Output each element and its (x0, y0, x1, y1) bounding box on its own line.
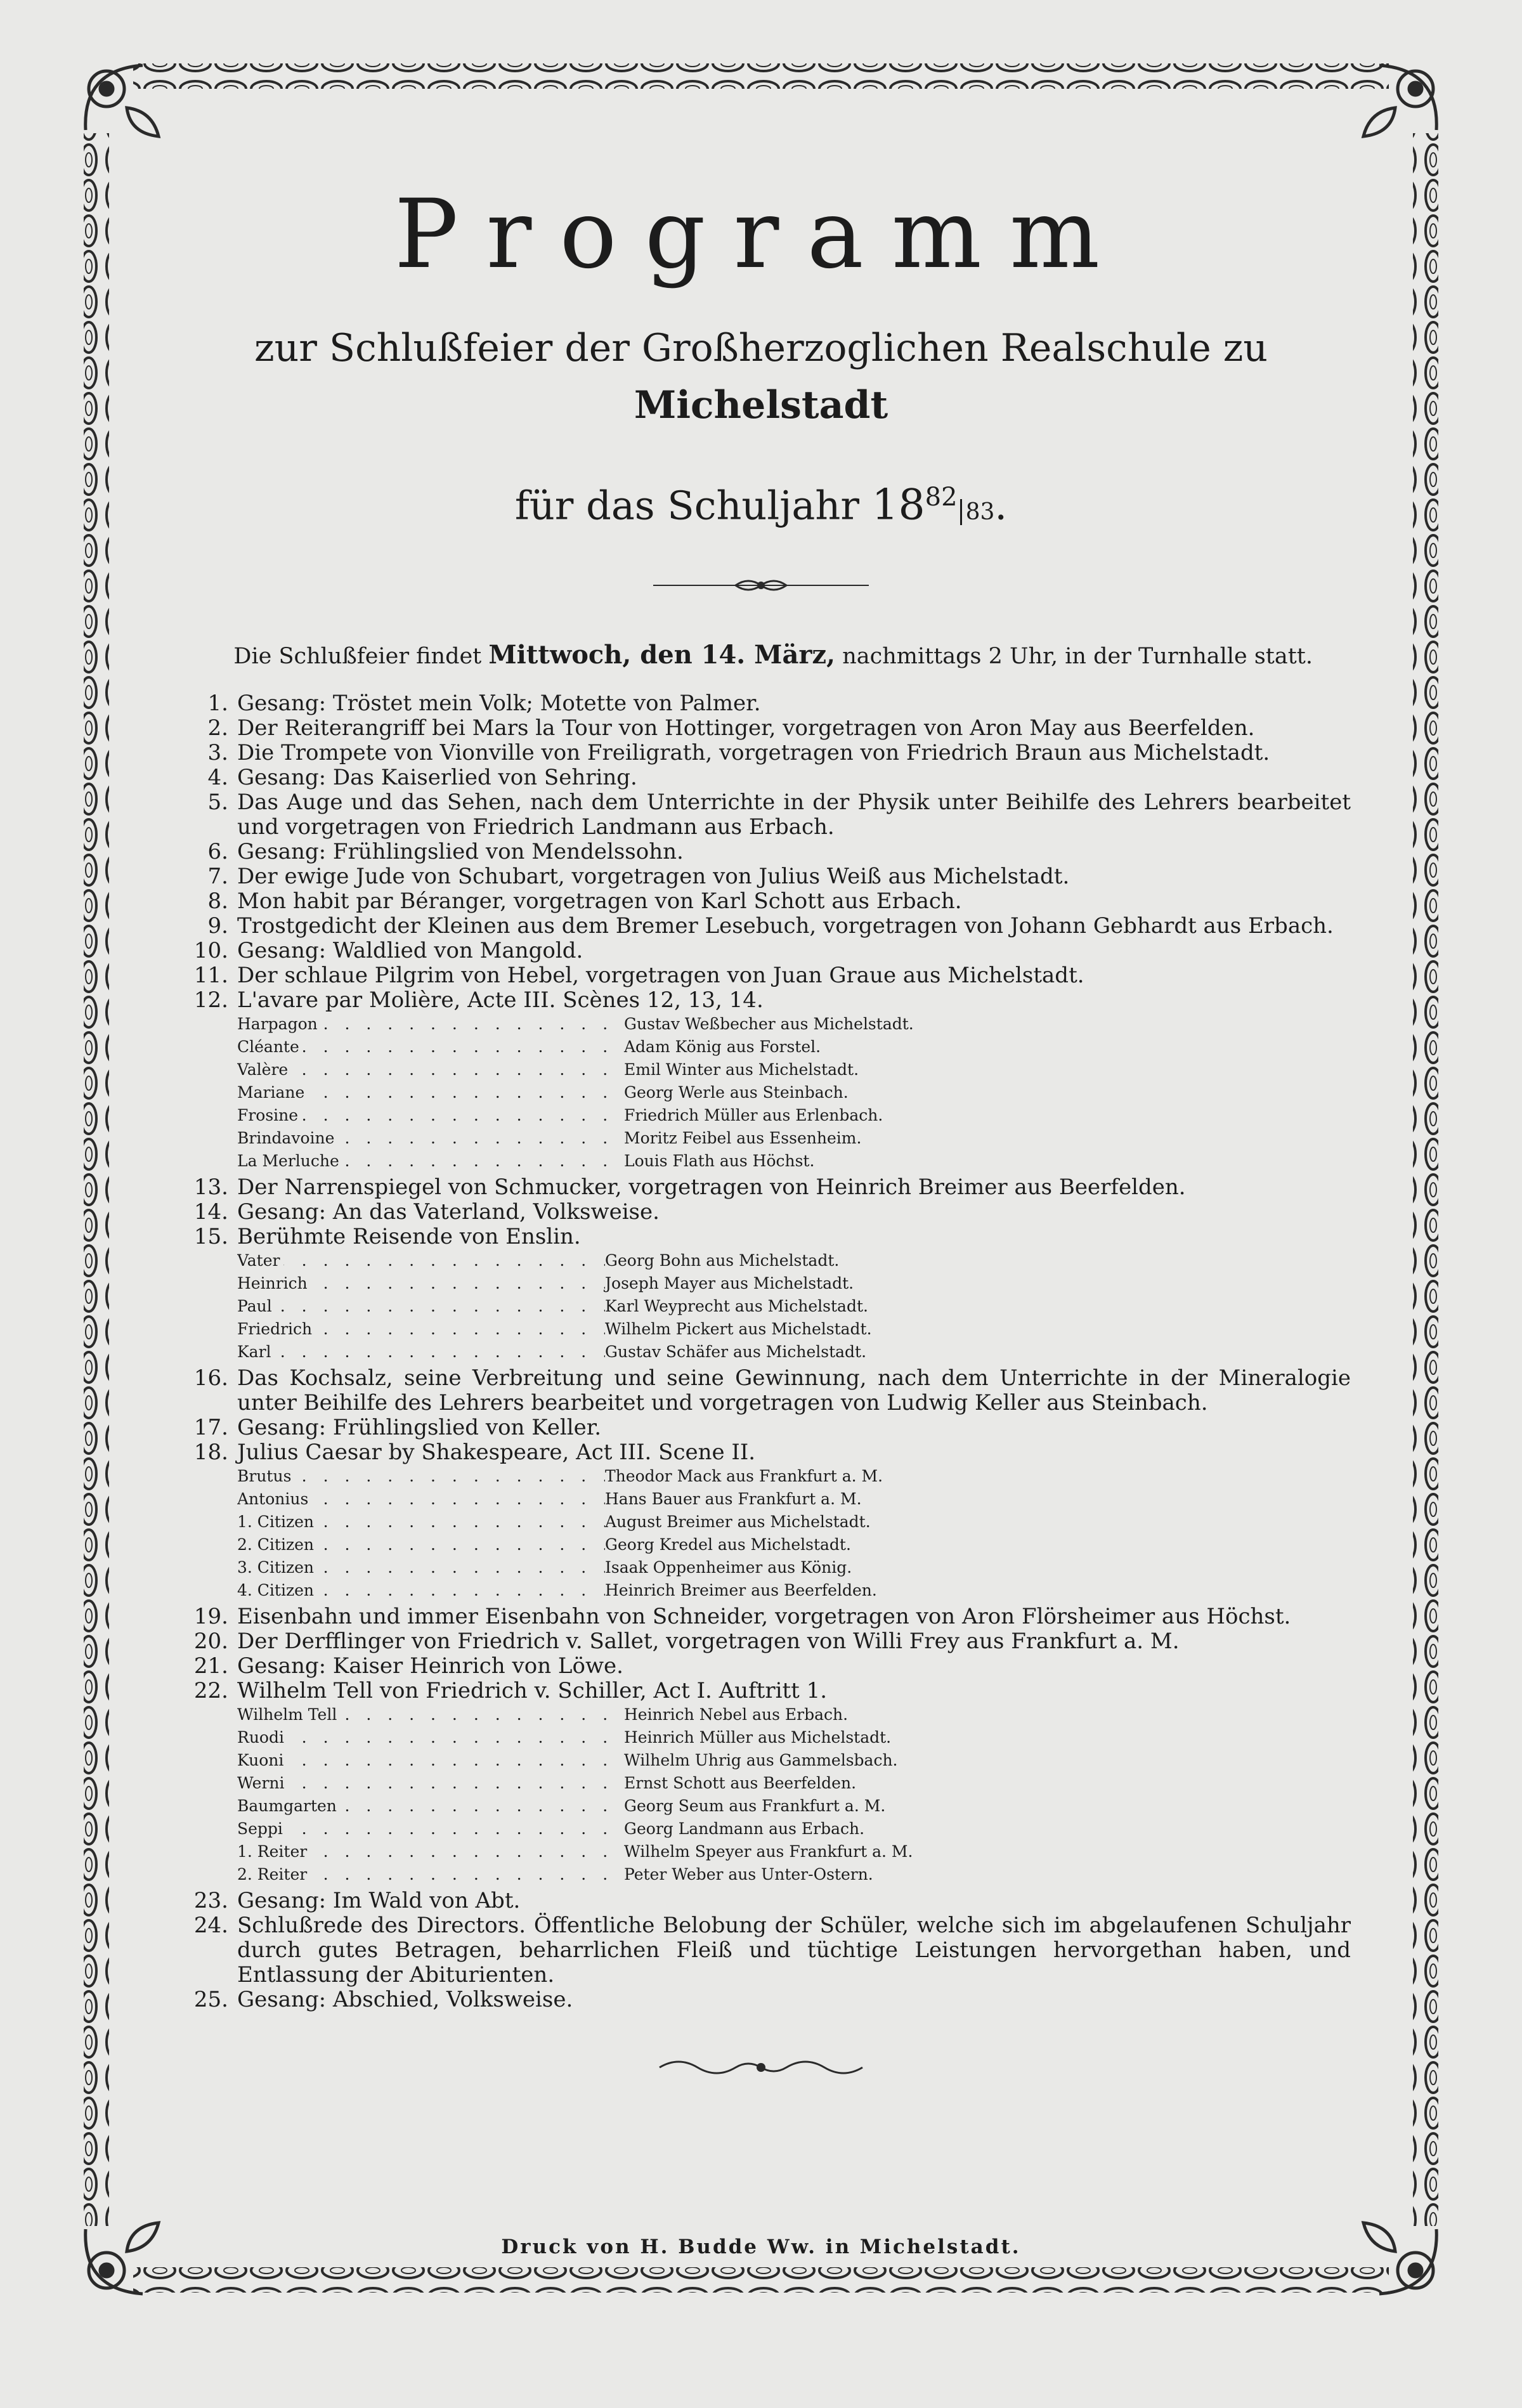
list-item: 10. Gesang: Waldlied von Mangold. (193, 937, 583, 963)
cast-row: 2. Reiter . . . Peter Weber aus Unter-Ostern. (237, 1863, 1351, 1886)
cast-row: La Merluche . . . Louis Flath aus Höchst. (237, 1150, 1351, 1173)
cast-row: 2. Citizen . . . Georg Kredel aus Michelstadt. (237, 1533, 1351, 1556)
cast-row: Vater . . . Georg Bohn aus Michelstadt. (237, 1249, 1351, 1272)
cast-row: Paul . . . Karl Weyprecht aus Michelstadt. (237, 1295, 1351, 1318)
list-item: 8. Mon habit par Béranger, vorgetragen von Karl Schott aus Erbach. (207, 888, 962, 914)
program-title: Programm (394, 179, 1128, 290)
list-item: 7. Der ewige Jude von Schubart, vorgetragen von Julius Weiß aus Michelstadt. (207, 863, 1070, 889)
cast-row: Antonius . . . Hans Bauer aus Frankfurt a. M. (237, 1488, 1351, 1511)
cast-row: 1. Citizen . . . August Breimer aus Michelstadt. (237, 1511, 1351, 1533)
top-chain (133, 63, 1389, 89)
program-subtitle: zur Schlußfeier der Großherzoglichen Realschule zu Michelstadt (254, 326, 1268, 427)
cast-row: Wilhelm Tell . . . Heinrich Nebel aus Erbach. (237, 1703, 1351, 1726)
program-list (178, 691, 1351, 2012)
cast-list (237, 1249, 1351, 1363)
list-item: 12. L'avare par Molière, Acte III. Scènes 12, 13, 14. (193, 987, 764, 1013)
list-item: 25. Gesang: Abschied, Volksweise. (193, 1986, 573, 2012)
cast-row: Kuoni . . . Wilhelm Uhrig aus Gammelsbach. (237, 1749, 1351, 1772)
cast-row: Baumgarten . . . Georg Seum aus Frankfurt a. M. (237, 1795, 1351, 1818)
program-content (171, 178, 1351, 2078)
cast-row: Frosine . . . Friedrich Müller aus Erlenbach. (237, 1104, 1351, 1127)
list-item: 21. Gesang: Kaiser Heinrich von Löwe. (193, 1653, 623, 1679)
cast-row: Brutus . . . Theodor Mack aus Frankfurt a. M. (237, 1465, 1351, 1488)
list-item: 14. Gesang: An das Vaterland, Volksweise. (193, 1199, 660, 1225)
list-item: 11. Der schlaue Pilgrim von Hebel, vorgetragen von Juan Graue aus Michelstadt. (193, 962, 1084, 988)
cast-list (237, 1013, 1351, 1173)
list-item: 13. Der Narrenspiegel von Schmucker, vorgetragen von Heinrich Breimer aus Beerfelden. (193, 1174, 1186, 1200)
cast-row: 1. Reiter . . . Wilhelm Speyer aus Frankfurt a. M. (237, 1840, 1351, 1863)
list-item: 15. Berühmte Reisende von Enslin. (193, 1223, 581, 1249)
cast-row: Mariane . . . Georg Werle aus Steinbach. (237, 1081, 1351, 1104)
cast-row: 3. Citizen . . . Isaak Oppenheimer aus König. (237, 1556, 1351, 1579)
cast-row: Harpagon . . . Gustav Weßbecher aus Michelstadt. (237, 1013, 1351, 1036)
list-item: 3. Die Trompete von Vionville von Freiligrath, vorgetragen von Friedrich Braun aus Michelstadt. (207, 739, 1270, 765)
list-item: 1. Gesang: Tröstet mein Volk; Motette von Palmer. (207, 690, 761, 716)
bottom-chain (133, 2267, 1389, 2293)
cast-row: 4. Citizen . . . Heinrich Breimer aus Beerfelden. (237, 1579, 1351, 1602)
list-item: 9. Trostgedicht der Kleinen aus dem Bremer Lesebuch, vorgetragen von Johann Gebhardt aus Erbach. (207, 913, 1334, 939)
cast-row: Seppi . . . Georg Landmann aus Erbach. (237, 1818, 1351, 1840)
closing-ornament-icon (647, 2057, 875, 2078)
list-item: 4. Gesang: Das Kaiserlied von Sehring. (207, 764, 637, 790)
cast-row: Ruodi . . . Heinrich Müller aus Michelstadt. (237, 1726, 1351, 1749)
left-chain (84, 133, 109, 2226)
list-item: 17. Gesang: Frühlingslied von Keller. (193, 1414, 602, 1440)
cast-row: Cléante . . . Adam König aus Forstel. (237, 1036, 1351, 1058)
list-item: 5. Das Auge und das Sehen, nach dem Unterrichte in der Physik unter Beihilfe des Lehrers bearbeitet und vorgetragen von Friedrich Landmann aus Erbach. (207, 789, 1351, 840)
cast-list (237, 1465, 1351, 1602)
school-year: für das Schuljahr $18^{82}83$. (514, 480, 1008, 530)
cast-row: Karl . . . Gustav Schäfer aus Michelstadt. (237, 1341, 1351, 1363)
cast-row: Valère . . . Emil Winter aus Michelstadt. (237, 1058, 1351, 1081)
list-item: 19. Eisenbahn und immer Eisenbahn von Schneider, vorgetragen von Aron Flörsheimer aus Höchst. (193, 1603, 1291, 1629)
intro-date: Mittwoch, den 14. März, (488, 639, 836, 670)
list-item: 23. Gesang: Im Wald von Abt. (193, 1887, 521, 1913)
list-item: 18. Julius Caesar by Shakespeare, Act III. Scene II. (193, 1439, 756, 1465)
right-chain (1413, 133, 1438, 2226)
list-item: 16. Das Kochsalz, seine Verbreitung und seine Gewinnung, nach dem Unterrichte in der Mineralogie unter Beihilfe des Lehrers bearbeitet und vorgetragen von Ludwig Keller aus Steinbach. (193, 1365, 1351, 1416)
list-item: 2. Der Reiterangriff bei Mars la Tour von Hottinger, vorgetragen von Aron May aus Beerfelden. (207, 715, 1255, 741)
cast-row: Heinrich . . . Joseph Mayer aus Michelstadt. (237, 1272, 1351, 1295)
list-item: 24. Schlußrede des Directors. Öffentliche Belobung der Schüler, welche sich im abgelaufenen Schuljahr durch gutes Betragen, beharrlichen Fleiß und tüchtige Leistungen hervorgethan haben, und Entlassung der Abiturienten. (193, 1912, 1351, 1988)
town-name: Michelstadt (634, 383, 888, 427)
list-item: 6. Gesang: Frühlingslied von Mendelssohn. (207, 838, 684, 864)
cast-row: Werni . . . Ernst Schott aus Beerfelden. (237, 1772, 1351, 1795)
printer-imprint: Druck von H. Budde Ww. in Michelstadt. (501, 2236, 1021, 2258)
intro-line: Die Schlußfeier findet Mittwoch, den 14. März, nachmittags 2 Uhr, in der Turnhalle statt. (233, 639, 1313, 670)
divider-ornament-icon (653, 576, 869, 595)
cast-row: Brindavoine . . . Moritz Feibel aus Essenheim. (237, 1127, 1351, 1150)
cast-row: Friedrich . . . Wilhelm Pickert aus Michelstadt. (237, 1318, 1351, 1341)
list-item: 20. Der Derfflinger von Friedrich v. Sallet, vorgetragen von Willi Frey aus Frankfurt a. M. (193, 1628, 1180, 1654)
cast-list (237, 1703, 1351, 1886)
list-item: 22. Wilhelm Tell von Friedrich v. Schiller, Act I. Auftritt 1. (193, 1677, 828, 1703)
